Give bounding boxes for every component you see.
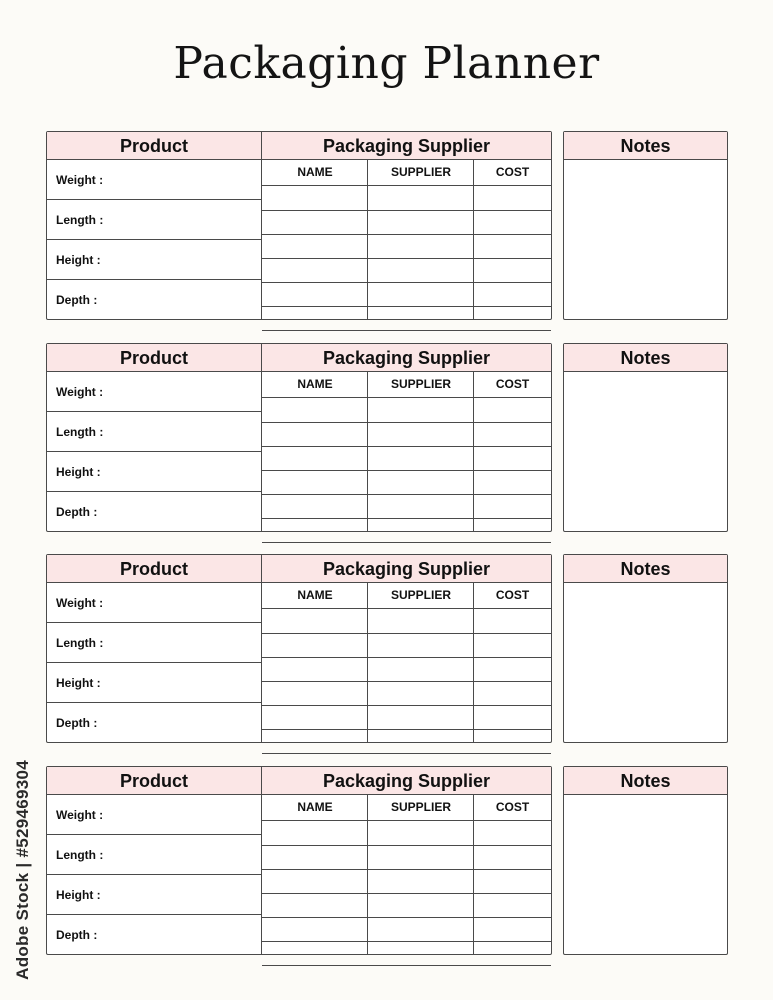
notes-box[interactable] (563, 131, 728, 320)
grid-row-line (262, 869, 551, 870)
product-header: Product (47, 555, 262, 583)
product-header: Product (47, 767, 262, 795)
column-supplier: SUPPLIER (390, 588, 451, 602)
page-title: Packaging Planner (173, 38, 600, 89)
grid-row-line (262, 518, 551, 519)
grid-row-line (262, 494, 551, 495)
product-field-depth[interactable] (47, 915, 261, 954)
grid-divider (367, 160, 368, 319)
product-field-height[interactable] (47, 240, 261, 280)
notes-box[interactable] (563, 343, 728, 532)
product-field-label: Depth : (56, 927, 98, 942)
grid-divider (367, 372, 368, 531)
product-field-length[interactable] (47, 623, 261, 663)
product-field-depth[interactable] (47, 492, 261, 531)
supplier-column-headers (262, 795, 551, 821)
grid-row-line (262, 234, 551, 235)
stock-watermark: Adobe Stock | #529469304 (13, 760, 32, 980)
planner-section (46, 766, 728, 955)
product-dimensions (47, 583, 262, 742)
grid-row-line (262, 542, 551, 543)
grid-row-line (262, 845, 551, 846)
grid-row-line (262, 258, 551, 259)
grid-row-line (262, 633, 551, 634)
product-field-label: Length : (56, 847, 104, 862)
planner-section (46, 343, 728, 532)
supplier-grid (262, 795, 551, 954)
grid-row-line (262, 446, 551, 447)
grid-divider (473, 372, 474, 531)
product-field-label: Length : (56, 424, 104, 439)
packaging-supplier-header: Packaging Supplier (262, 344, 551, 372)
product-field-label: Weight : (56, 595, 104, 610)
grid-row-line (262, 893, 551, 894)
product-field-label: Height : (56, 675, 101, 690)
product-supplier-table (46, 766, 552, 955)
grid-row-line (262, 210, 551, 211)
grid-row-line (262, 729, 551, 730)
grid-row-line (262, 917, 551, 918)
product-field-label: Depth : (56, 715, 98, 730)
column-supplier: SUPPLIER (390, 800, 451, 814)
column-cost: COST (495, 377, 530, 391)
product-field-weight[interactable] (47, 160, 261, 200)
grid-divider (473, 160, 474, 319)
product-supplier-table (46, 554, 552, 743)
supplier-grid (262, 372, 551, 531)
product-field-label: Depth : (56, 504, 98, 519)
packaging-supplier-header: Packaging Supplier (262, 767, 551, 795)
product-field-label: Weight : (56, 172, 104, 187)
product-supplier-table (46, 343, 552, 532)
product-field-label: Height : (56, 464, 101, 479)
product-field-length[interactable] (47, 200, 261, 240)
planner-section (46, 554, 728, 743)
product-field-weight[interactable] (47, 372, 261, 412)
grid-row-line (262, 657, 551, 658)
product-dimensions (47, 795, 262, 954)
notes-header: Notes (564, 767, 727, 795)
grid-row-line (262, 422, 551, 423)
product-field-label: Height : (56, 887, 101, 902)
product-field-length[interactable] (47, 835, 261, 875)
column-cost: COST (495, 165, 530, 179)
grid-row-line (262, 681, 551, 682)
grid-row-line (262, 282, 551, 283)
column-name: NAME (297, 377, 333, 391)
grid-divider (473, 583, 474, 742)
product-field-depth[interactable] (47, 703, 261, 742)
packaging-supplier-header: Packaging Supplier (262, 555, 551, 583)
column-name: NAME (297, 800, 333, 814)
product-field-label: Weight : (56, 384, 104, 399)
grid-row-line (262, 941, 551, 942)
column-supplier: SUPPLIER (390, 377, 451, 391)
product-field-height[interactable] (47, 875, 261, 915)
product-field-length[interactable] (47, 412, 261, 452)
column-cost: COST (495, 800, 530, 814)
product-field-depth[interactable] (47, 280, 261, 319)
notes-header: Notes (564, 555, 727, 583)
grid-row-line (262, 470, 551, 471)
grid-row-line (262, 705, 551, 706)
product-field-height[interactable] (47, 663, 261, 703)
notes-header: Notes (564, 344, 727, 372)
grid-divider (367, 583, 368, 742)
notes-header: Notes (564, 132, 727, 160)
notes-box[interactable] (563, 766, 728, 955)
product-field-label: Height : (56, 252, 101, 267)
supplier-column-headers (262, 372, 551, 398)
grid-row-line (262, 753, 551, 754)
supplier-grid (262, 583, 551, 742)
product-field-label: Weight : (56, 807, 104, 822)
packaging-supplier-header: Packaging Supplier (262, 132, 551, 160)
grid-row-line (262, 965, 551, 966)
column-supplier: SUPPLIER (390, 165, 451, 179)
product-supplier-table (46, 131, 552, 320)
product-field-height[interactable] (47, 452, 261, 492)
product-dimensions (47, 372, 262, 531)
supplier-column-headers (262, 160, 551, 186)
notes-box[interactable] (563, 554, 728, 743)
grid-divider (367, 795, 368, 954)
grid-row-line (262, 306, 551, 307)
product-field-weight[interactable] (47, 795, 261, 835)
supplier-grid (262, 160, 551, 319)
column-name: NAME (297, 165, 333, 179)
planner-section (46, 131, 728, 320)
product-dimensions (47, 160, 262, 319)
grid-row-line (262, 330, 551, 331)
product-field-label: Depth : (56, 292, 98, 307)
product-header: Product (47, 344, 262, 372)
supplier-column-headers (262, 583, 551, 609)
product-header: Product (47, 132, 262, 160)
grid-divider (473, 795, 474, 954)
column-cost: COST (495, 588, 530, 602)
product-field-weight[interactable] (47, 583, 261, 623)
product-field-label: Length : (56, 212, 104, 227)
column-name: NAME (297, 588, 333, 602)
product-field-label: Length : (56, 635, 104, 650)
